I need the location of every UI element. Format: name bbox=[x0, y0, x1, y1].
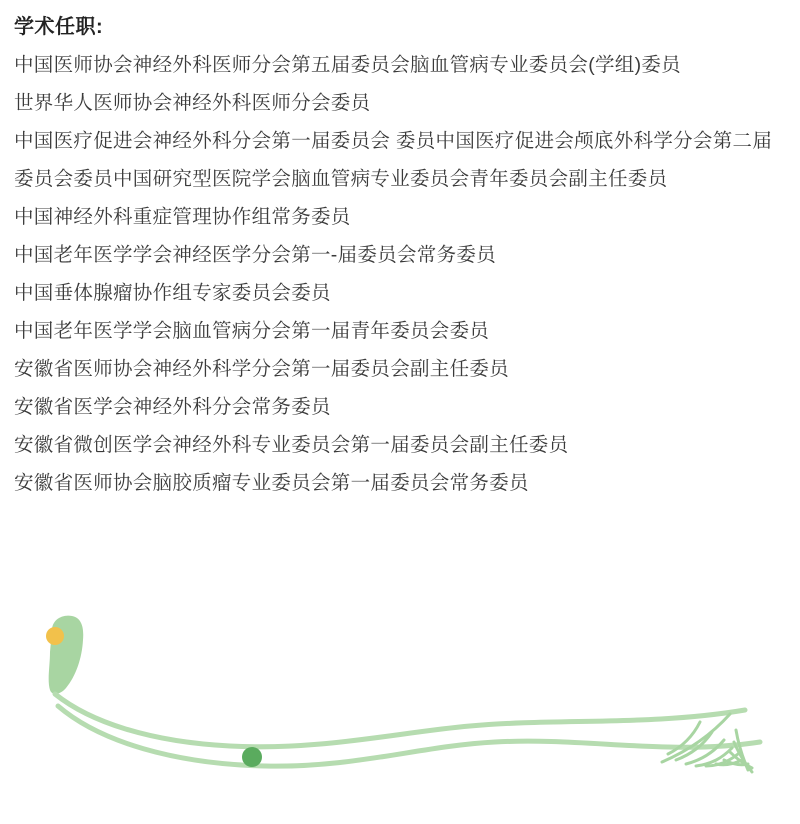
list-item: 安徽省医师协会脑胶质瘤专业委员会第一届委员会常务委员 bbox=[14, 472, 529, 494]
list-item: 中国神经外科重症管理协作组常务委员 bbox=[14, 206, 351, 228]
list-item: 安徽省医学会神经外科分会常务委员 bbox=[14, 396, 331, 418]
list-item: 中国垂体腺瘤协作组专家委员会委员 bbox=[14, 282, 331, 304]
list-item: 安徽省医师协会神经外科学分会第一届委员会副主任委员 bbox=[14, 358, 510, 380]
wave-node-icon bbox=[242, 747, 262, 767]
fern-icon bbox=[662, 714, 752, 772]
page-title: 学术任职: bbox=[14, 16, 104, 38]
list-item: 中国医疗促进会神经外科分会第一届委员会 委员中国医疗促进会颅底外科学分会第二届委员会委员中国研究型医院学会脑血管病专业委员会青年委员会副主任委员 bbox=[14, 130, 773, 190]
leaf-and-wave-illustration bbox=[0, 614, 800, 824]
list-item: 中国医师协会神经外科医师分会第五届委员会脑血管病专业委员会(学组)委员 bbox=[14, 54, 681, 76]
wave-line-upper bbox=[55, 694, 745, 747]
accent-dot-icon bbox=[46, 627, 64, 645]
leaf-icon bbox=[49, 616, 84, 694]
wave-line-lower bbox=[58, 706, 760, 766]
list-item: 中国老年医学学会脑血管病分会第一届青年委员会委员 bbox=[14, 320, 490, 342]
list-item: 中国老年医学学会神经医学分会第一-届委员会常务委员 bbox=[14, 244, 496, 266]
list-item: 世界华人医师协会神经外科医师分会委员 bbox=[14, 92, 371, 114]
list-item: 安徽省微创医学会神经外科专业委员会第一届委员会副主任委员 bbox=[14, 434, 569, 456]
academic-positions-list bbox=[14, 46, 786, 502]
